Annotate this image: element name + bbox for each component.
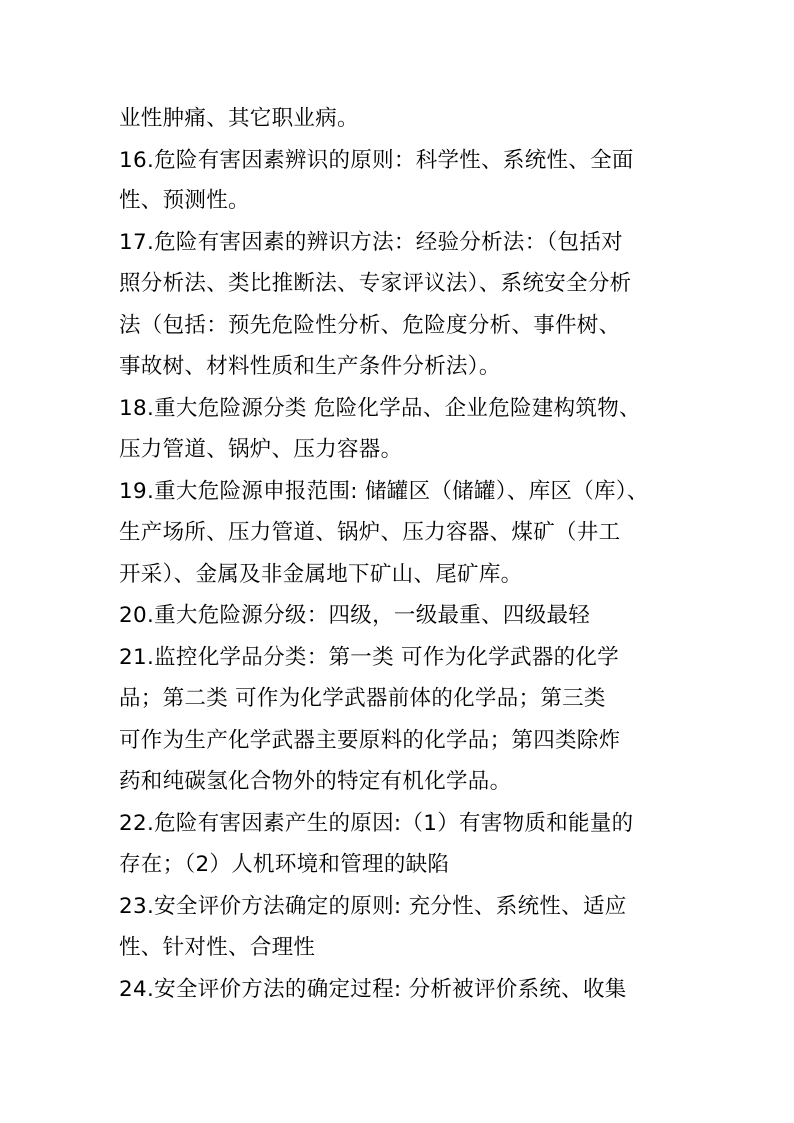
text-line: 24.安全评价方法的确定过程: 分析被评价系统、收集 <box>119 977 627 1002</box>
text-line: 照分析法、类比推断法、专家评议法）、系统安全分析 <box>119 271 632 296</box>
text-line: 21.监控化学品分类：第一类 可作为化学武器的化学 <box>119 645 620 670</box>
text-line: 22.危险有害因素产生的原因:（1）有害物质和能量的 <box>119 811 634 836</box>
text-line: 压力管道、锅炉、压力容器。 <box>119 437 403 462</box>
text-line: 开采）、金属及非金属地下矿山、尾矿库。 <box>119 562 523 587</box>
text-line: 20.重大危险源分级：四级，一级最重、四级最轻 <box>119 603 591 628</box>
text-line: 性、预测性。 <box>119 188 250 213</box>
text-line: 事故树、材料性质和生产条件分析法）。 <box>119 354 501 379</box>
text-line: 18.重大危险源分类 危险化学品、企业危险建构筑物、 <box>119 396 641 421</box>
text-line: 19.重大危险源申报范围: 储罐区（储罐）、库区（库）、 <box>119 479 649 504</box>
text-line: 16.危险有害因素辨识的原则：科学性、系统性、全面 <box>119 148 634 173</box>
text-line: 17.危险有害因素的辨识方法：经验分析法：（包括对 <box>119 230 623 255</box>
text-line: 可作为生产化学武器主要原料的化学品；第四类除炸 <box>119 728 621 753</box>
text-line: 法（包括：预先危险性分析、危险度分析、事件树、 <box>119 313 621 338</box>
text-line: 性、针对性、合理性 <box>119 935 316 960</box>
text-line: 23.安全评价方法确定的原则: 充分性、系统性、适应 <box>119 894 627 919</box>
text-line: 存在；（2）人机环境和管理的缺陷 <box>119 852 450 877</box>
text-line: 业性肿痛、其它职业病。 <box>119 106 359 131</box>
text-line: 生产场所、压力管道、锅炉、压力容器、煤矿（井工 <box>119 520 621 545</box>
text-line: 药和纯碳氢化合物外的特定有机化学品。 <box>119 769 512 794</box>
text-line: 品；第二类 可作为化学武器前体的化学品；第三类 <box>119 686 606 711</box>
